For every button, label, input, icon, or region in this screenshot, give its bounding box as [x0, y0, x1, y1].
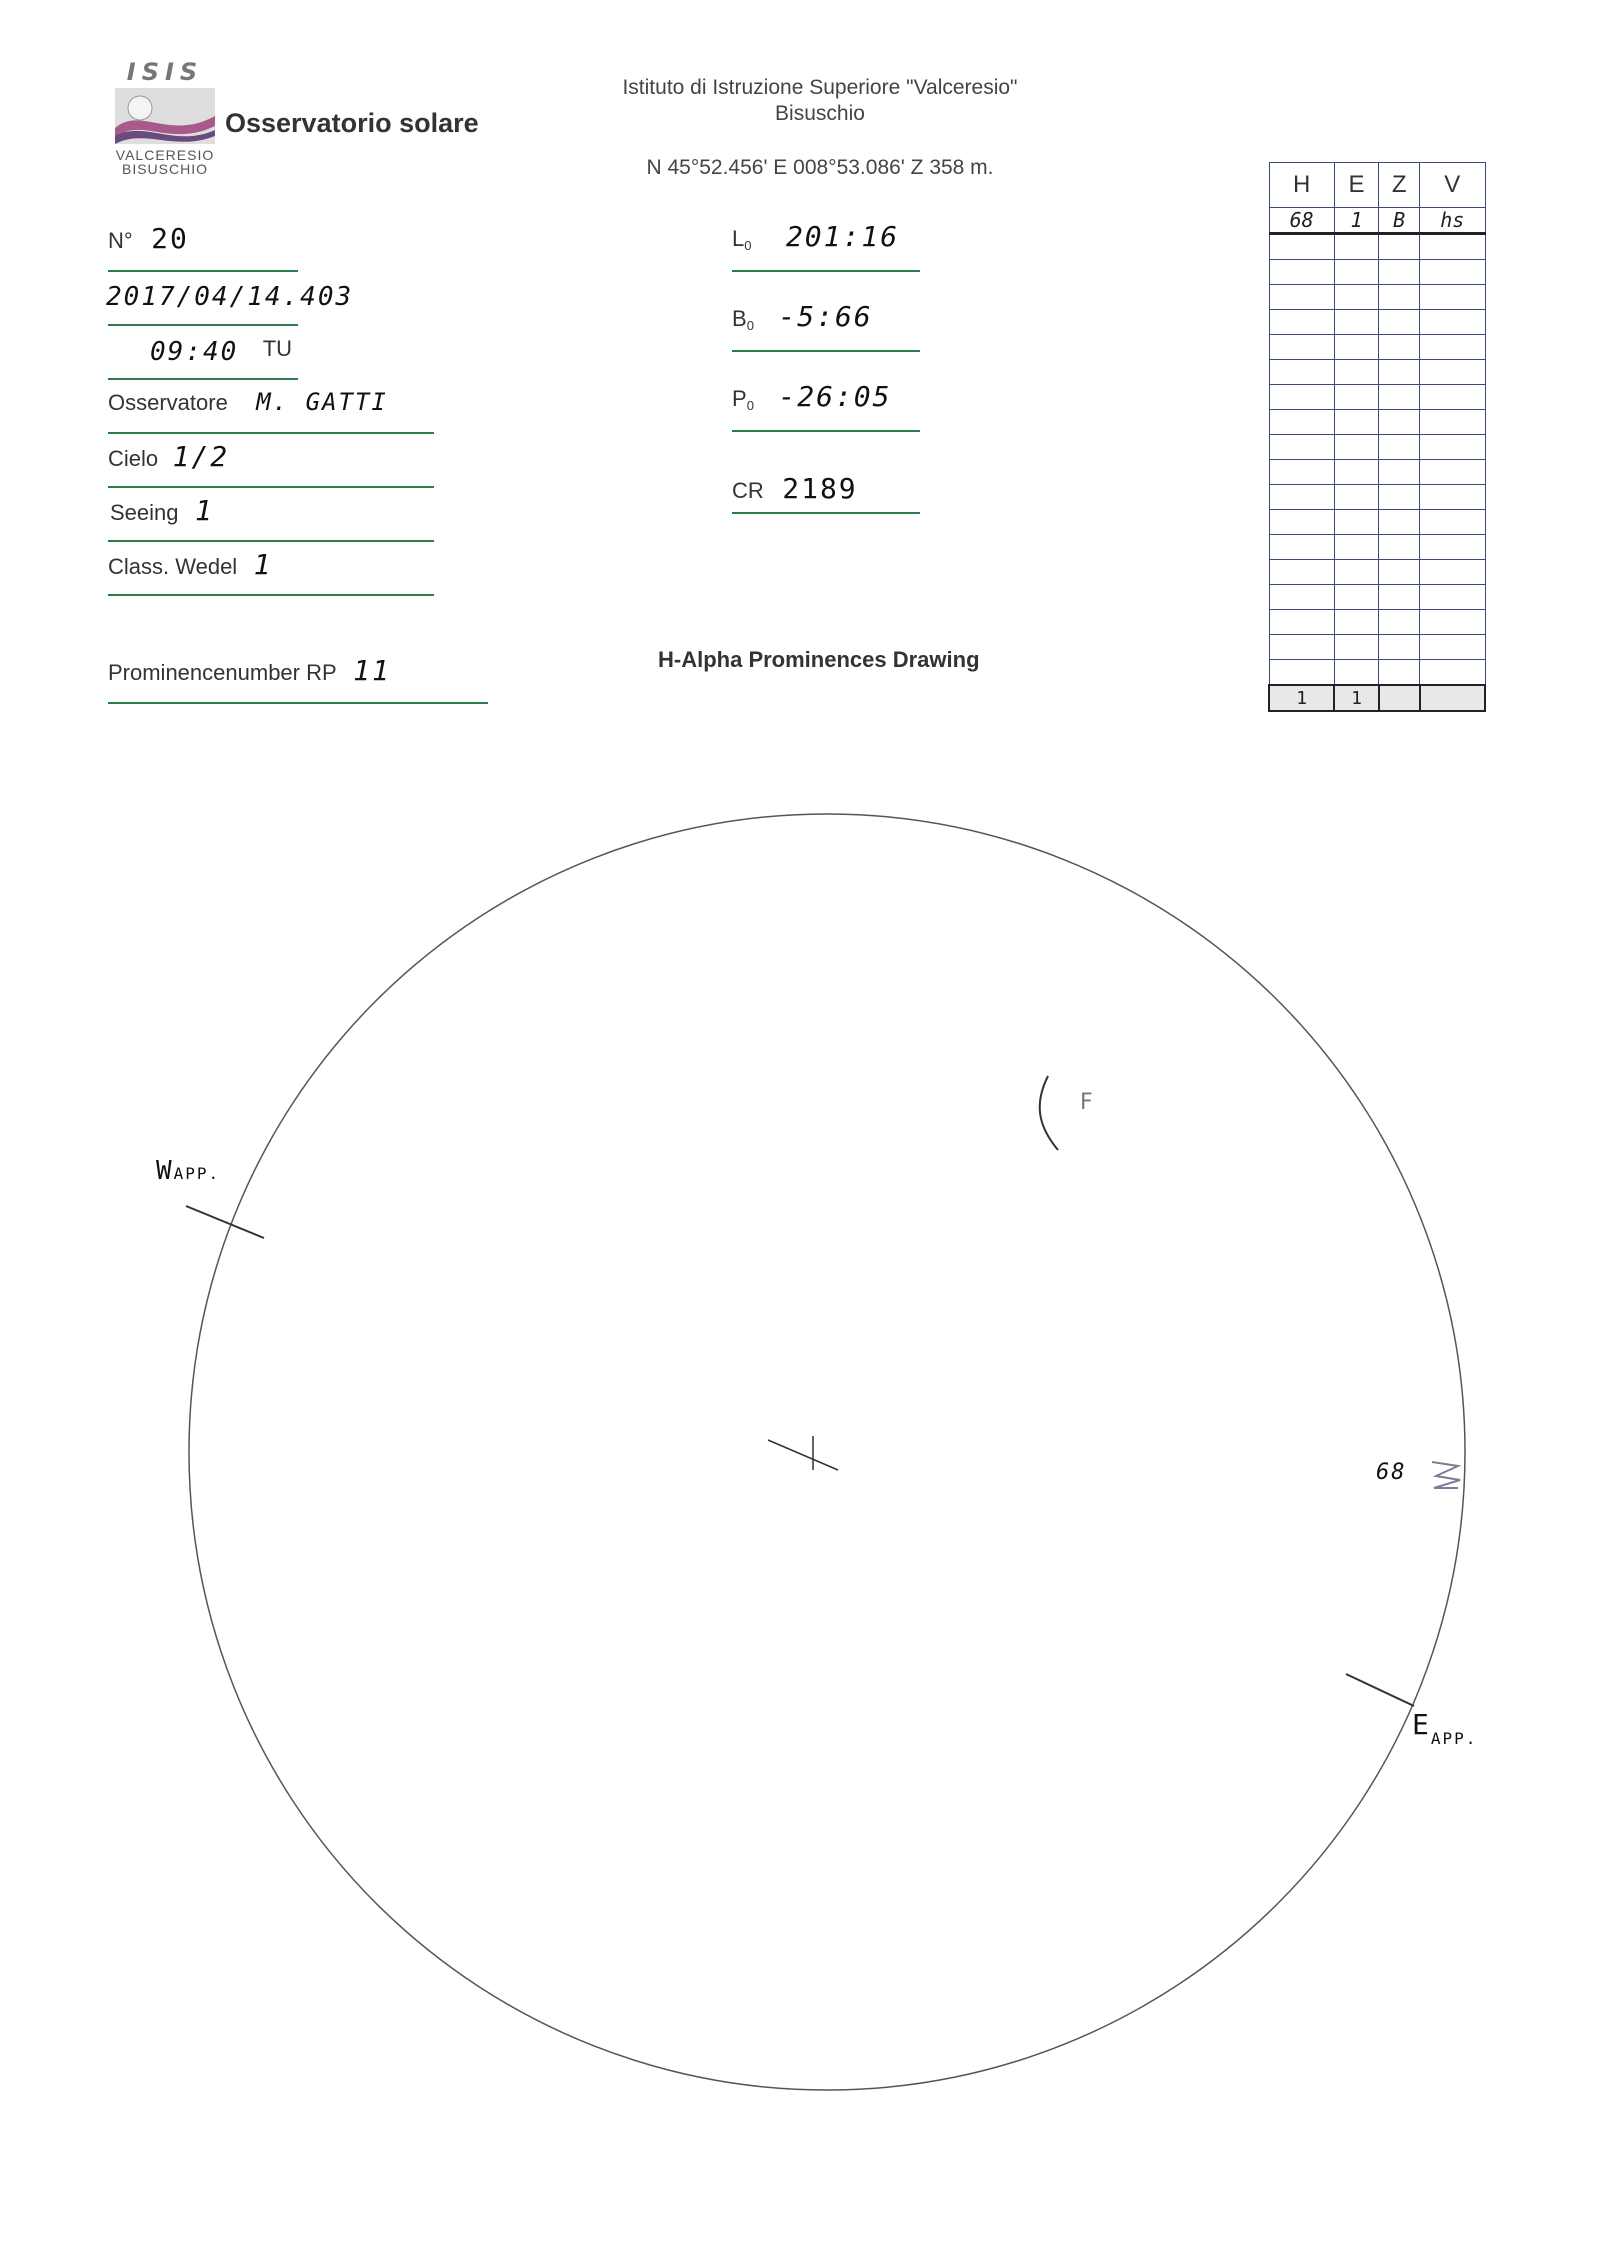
- prominence-number-label: Prominencenumber RP: [108, 660, 337, 685]
- table-cell: hs: [1420, 208, 1485, 234]
- center-mark: [768, 1440, 838, 1470]
- table-cell: 68: [1269, 208, 1334, 234]
- east-label: [1412, 1708, 1477, 1748]
- east-tick: [1346, 1674, 1414, 1706]
- west-tick: [186, 1206, 264, 1238]
- cr-label: CR: [732, 478, 764, 503]
- institute-name: Istituto di Istruzione Superiore "Valceresio": [622, 76, 1018, 99]
- b0-sub: 0: [746, 318, 754, 334]
- time-unit: TU: [262, 336, 293, 361]
- wedel-label: Class. Wedel: [108, 554, 238, 579]
- table-total-cell: 1: [1269, 685, 1334, 711]
- cr-value: 2189: [782, 472, 858, 505]
- time-value: 09:40: [150, 337, 239, 367]
- prominence-mark: [1432, 1462, 1460, 1488]
- east-sub: APP.: [1430, 1729, 1478, 1748]
- observatory-name: Osservatorio solare: [225, 108, 479, 138]
- b0-label: B: [732, 306, 747, 331]
- seeing-value: 1: [194, 494, 214, 527]
- sky-value: 1/2: [172, 440, 230, 473]
- table-cell: 1: [1334, 208, 1378, 234]
- table-cell: B: [1379, 208, 1420, 234]
- p0-label: P: [732, 386, 747, 411]
- logo-line-2: BISUSCHIO: [121, 161, 208, 177]
- table-header-cell: V: [1420, 163, 1485, 208]
- west-label: [156, 1156, 220, 1186]
- institute-town: Bisuschio: [775, 102, 865, 125]
- observer-label: Osservatore: [108, 390, 228, 415]
- seeing-label: Seeing: [110, 500, 179, 525]
- solar-disk-circle: [189, 814, 1465, 2090]
- filament-label: F: [1080, 1090, 1093, 1115]
- table-header-cell: Z: [1379, 163, 1420, 208]
- number-value: 20: [151, 222, 189, 255]
- prominence-label: 68: [1376, 1460, 1407, 1485]
- logo-line-1: VALCERESIO: [115, 147, 215, 163]
- l0-value: 201:16: [785, 220, 900, 253]
- p0-value: -26:05: [778, 380, 892, 413]
- east-letter: E: [1412, 1708, 1431, 1741]
- number-label: N°: [108, 228, 133, 253]
- b0-value: -5:66: [778, 300, 873, 333]
- date-value: 2017/04/14.403: [106, 282, 354, 312]
- observatory-coordinates: N 45°52.456' E 008°53.086' Z 358 m.: [646, 156, 994, 179]
- drawing-title: H-Alpha Prominences Drawing: [658, 647, 980, 672]
- wedel-value: 1: [253, 548, 273, 581]
- west-sub: APP.: [173, 1164, 221, 1183]
- table-header-cell: E: [1334, 163, 1378, 208]
- sky-label: Cielo: [108, 446, 159, 471]
- logo-mark: ISIS: [126, 58, 204, 86]
- table-header-cell: H: [1269, 163, 1334, 208]
- west-letter: W: [156, 1156, 174, 1186]
- table-total-cell: 1: [1334, 685, 1378, 711]
- l0-sub: 0: [744, 238, 752, 254]
- p0-sub: 0: [746, 398, 754, 414]
- prominence-number-value: 11: [353, 654, 391, 687]
- observer-value: M. GATTI: [256, 388, 388, 416]
- filament-mark: [1040, 1076, 1058, 1150]
- l0-label: L: [732, 226, 745, 251]
